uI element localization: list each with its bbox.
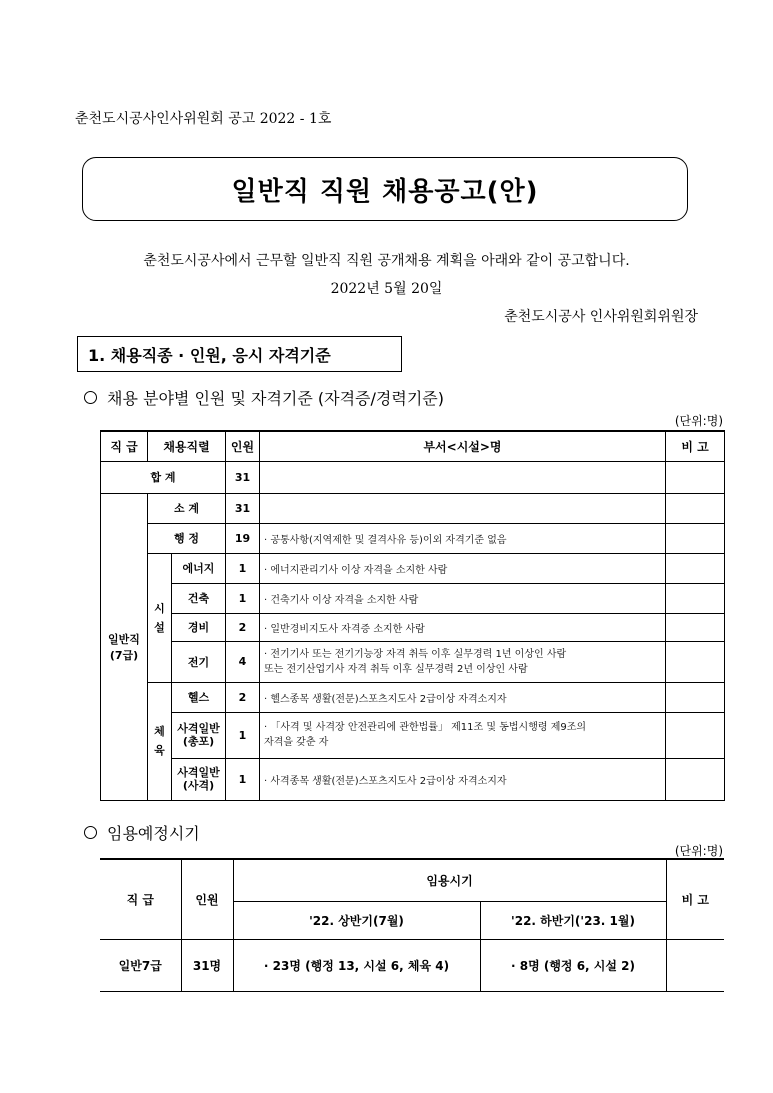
job-count: 1 [226, 712, 260, 758]
job-criteria: · 일반경비지도사 자격증 소지한 사람 [260, 613, 666, 641]
header-grade: 직 급 [100, 859, 181, 939]
header-grade: 직 급 [101, 431, 148, 461]
table-header-row [101, 431, 725, 461]
header-period: 임용시기 [233, 859, 666, 901]
job-count: 4 [226, 641, 260, 682]
job-count: 2 [226, 682, 260, 712]
job-criteria: · 에너지관리기사 이상 자격을 소지한 사람 [260, 553, 666, 583]
second-half-value: · 8명 (행정 6, 시설 2) [480, 939, 666, 991]
header-count: 인원 [181, 859, 233, 939]
job-name: 사격일반 (총포) [172, 712, 226, 758]
job-name: 건축 [172, 583, 226, 613]
job-name: 사격일반 (사격) [172, 758, 226, 800]
group-facility: 시 설 [148, 553, 172, 682]
table-row [101, 613, 725, 641]
job-criteria: · 사격종목 생활(전문)스포츠지도사 2급이상 자격소지자 [260, 758, 666, 800]
intro-text: 춘천도시공사에서 근무할 일반직 직원 공개채용 계획을 아래와 같이 공고합니다. [143, 253, 630, 269]
table-row [101, 682, 725, 712]
page-title: 일반직 직원 채용공고(안) [231, 176, 539, 207]
total-row [101, 461, 725, 493]
table-row [101, 583, 725, 613]
subtotal-count: 31 [226, 493, 260, 523]
header-second-half: '22. 하반기('23. 1월) [480, 901, 666, 939]
bullet-appointment-period [84, 821, 200, 844]
signer: 춘천도시공사 인사위원회위원장 [504, 309, 698, 325]
hollow-circle-icon [84, 391, 97, 404]
header-dept: 부서<시설>명 [260, 431, 666, 461]
header-note: 비 고 [666, 859, 724, 939]
job-count: 19 [226, 523, 260, 553]
table-header-row [100, 859, 724, 901]
title-box [82, 157, 688, 221]
table-row [101, 758, 725, 800]
job-count: 1 [226, 758, 260, 800]
appointment-table [100, 858, 724, 992]
notice-number: 춘천도시공사인사위원회 공고 2022 - 1호 [75, 111, 332, 127]
job-criteria: · 건축기사 이상 자격을 소지한 사람 [260, 583, 666, 613]
first-half-value: · 23명 (행정 13, 시설 6, 체육 4) [233, 939, 480, 991]
job-criteria: · 「사격 및 사격장 안전관리에 관한법률」 제11조 및 동법시행령 제9조의 자격을 갖춘 자 [260, 712, 666, 758]
header-count: 인원 [226, 431, 260, 461]
count-value: 31명 [181, 939, 233, 991]
unit-label: (단위:명) [674, 844, 723, 858]
group-sports: 체 육 [148, 682, 172, 800]
header-first-half: '22. 상반기(7월) [233, 901, 480, 939]
job-name: 헬스 [172, 682, 226, 712]
grade-cell: 일반직 (7급) [101, 493, 148, 800]
job-criteria: · 전기기사 또는 전기기능장 자격 취득 이후 실무경력 1년 이상인 사람 또는 전기산업기사 자격 취득 이후 실무경력 2년 이상인 사람 [260, 641, 666, 682]
job-criteria: · 헬스종목 생활(전문)스포츠지도사 2급이상 자격소지자 [260, 682, 666, 712]
recruitment-table [100, 430, 725, 801]
job-count: 2 [226, 613, 260, 641]
job-count: 1 [226, 553, 260, 583]
job-name: 경비 [172, 613, 226, 641]
subtotal-label: 소 계 [148, 493, 226, 523]
announcement-date: 2022년 5월 20일 [330, 281, 443, 297]
bullet-text: 채용 분야별 인원 및 자격기준 (자격증/경력기준) [107, 389, 444, 408]
job-count: 1 [226, 583, 260, 613]
subtotal-row [101, 493, 725, 523]
header-job: 채용직렬 [148, 431, 226, 461]
bullet-text: 임용예정시기 [107, 824, 200, 843]
table-row [101, 712, 725, 758]
table-row [101, 523, 725, 553]
note-value [666, 939, 724, 991]
header-note: 비 고 [666, 431, 725, 461]
bullet-recruitment-criteria [84, 386, 444, 409]
job-name: 전기 [172, 641, 226, 682]
table-row [101, 641, 725, 682]
unit-label: (단위:명) [674, 414, 723, 428]
table-row [100, 939, 724, 991]
total-label: 합 계 [101, 461, 226, 493]
job-name: 에너지 [172, 553, 226, 583]
section-heading: 1. 채용직종 · 인원, 응시 자격기준 [77, 336, 402, 372]
grade-value: 일반7급 [100, 939, 181, 991]
job-criteria: · 공통사항(지역제한 및 결격사유 등)이외 자격기준 없음 [260, 523, 666, 553]
job-name: 행 정 [148, 523, 226, 553]
hollow-circle-icon [84, 826, 97, 839]
total-count: 31 [226, 461, 260, 493]
table-row [101, 553, 725, 583]
